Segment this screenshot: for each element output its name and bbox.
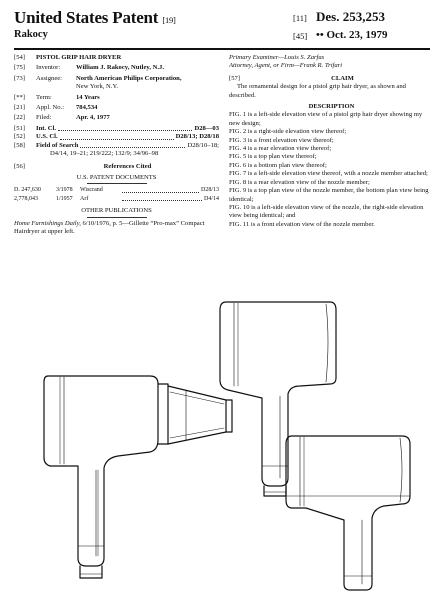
search-value-cont: D4/14, 19–21; 219/222; 132/9; 34/96–98	[50, 150, 159, 158]
patent-title: United States Patent [19]	[14, 8, 176, 27]
dryer-upper-drawing	[220, 302, 336, 496]
dryer-lower-drawing	[286, 436, 410, 590]
ref-name: Wiscrand	[80, 187, 103, 194]
filed-value: Apr. 4, 1977	[76, 114, 110, 122]
other-pub-text: 6/10/1976, p. 5—Gillette “Pro-max” Compact Hairdryer at upper left.	[14, 219, 205, 235]
description-item: FIG. 11 is a front elevation view of the nozzle member.	[229, 220, 375, 228]
field-label: Inventor:	[36, 64, 61, 72]
date-ref: [45]	[293, 31, 308, 41]
field-code: [**]	[14, 93, 25, 101]
field-label: Appl. No.:	[36, 104, 65, 112]
dryer-with-nozzle-drawing	[44, 376, 232, 578]
description-title: DESCRIPTION	[308, 103, 355, 111]
ref-date: 1/1957	[56, 195, 73, 202]
term-value: 14 Years	[76, 93, 100, 101]
field-label: Field of Search	[36, 141, 79, 149]
assignee-value: North American Philips Corporation,	[76, 74, 182, 82]
search-value: D28/10–18;	[187, 141, 219, 149]
assignee-city: New York, N.Y.	[76, 83, 119, 91]
us-cl-value: D28/13; D28/18	[175, 133, 219, 141]
claim-title: CLAIM	[331, 74, 354, 82]
field-label: Int. Cl.	[36, 124, 56, 132]
inventor-surname: Rakocy	[14, 29, 48, 40]
ref-number: 2,778,043	[14, 195, 38, 202]
date-marker: ••	[316, 29, 324, 41]
field-label: Assignee:	[36, 74, 63, 82]
description-item: FIG. 1 is a left-side elevation view of a pistol grip hair dryer showing my new design;	[229, 111, 423, 127]
primary-examiner: Primary Examiner—Louis S. Zarfas	[229, 54, 325, 61]
description-item: FIG. 10 is a left-side elevation view of the nozzle, the right-side elevation view being identical; and	[229, 203, 424, 220]
field-code: [58]	[14, 141, 25, 149]
description-item: FIG. 9 is a top plan view of the nozzle member, the bottom plan view being identical;	[229, 187, 429, 203]
description-item: FIG. 2 is a right-side elevation view thereof;	[229, 128, 347, 136]
field-code: [51]	[14, 124, 25, 132]
ref-number: D. 247,630	[14, 187, 41, 194]
inventor-value: William J. Rakocy, Nutley, N.J.	[76, 64, 164, 72]
ref-name: Arf	[80, 195, 89, 202]
field-code: [56]	[14, 163, 25, 171]
appl-no-value: 784,534	[76, 104, 98, 112]
field-code: [75]	[14, 64, 25, 72]
other-pub-source: Home Furnishings Daily,	[14, 219, 81, 227]
description-item: FIG. 5 is a top plan view thereof;	[229, 153, 317, 161]
patent-number: Des. 253,253	[316, 9, 385, 24]
description-item: FIG. 6 is a bottom plan view thereof;	[229, 161, 327, 169]
claim-text: The ornamental design for a pistol grip hair dryer, as shown and described.	[229, 83, 406, 99]
issue-date-value: Oct. 23, 1979	[326, 29, 388, 41]
patno-ref: [11]	[293, 13, 307, 23]
attorney: Attorney, Agent, or Firm—Frank R. Trifari	[229, 62, 343, 70]
field-code: [54]	[14, 54, 25, 61]
field-code: [52]	[14, 133, 25, 141]
other-publications-title: OTHER PUBLICATIONS	[81, 207, 152, 215]
title-ref: [19]	[162, 15, 176, 25]
field-label: U.S. Cl.	[36, 133, 58, 141]
invention-title: PISTOL GRIP HAIR DRYER	[36, 54, 122, 61]
field-label: Filed:	[36, 114, 52, 122]
ref-class: D4/14	[204, 195, 219, 202]
ref-date: 3/1978	[56, 187, 73, 194]
description-item: FIG. 3 is a front elevation view thereof;	[229, 136, 334, 144]
description-item: FIG. 4 is a rear elevation view thereof;	[229, 145, 332, 153]
int-cl-value: D28—03	[194, 124, 219, 132]
field-code: [73]	[14, 74, 25, 82]
us-docs-title: U.S. PATENT DOCUMENTS	[76, 173, 157, 181]
field-code: [57]	[229, 74, 240, 82]
description-item: FIG. 8 is a rear elevation view of the nozzle member;	[229, 178, 370, 186]
field-label: Term:	[36, 93, 52, 101]
field-code: [22]	[14, 114, 25, 122]
field-code: [21]	[14, 104, 25, 112]
references-title: References Cited	[103, 163, 152, 171]
ref-class: D28/13	[201, 187, 219, 194]
description-item: FIG. 7 is a left-side elevation view thereof, with a nozzle member attached;	[229, 170, 428, 178]
